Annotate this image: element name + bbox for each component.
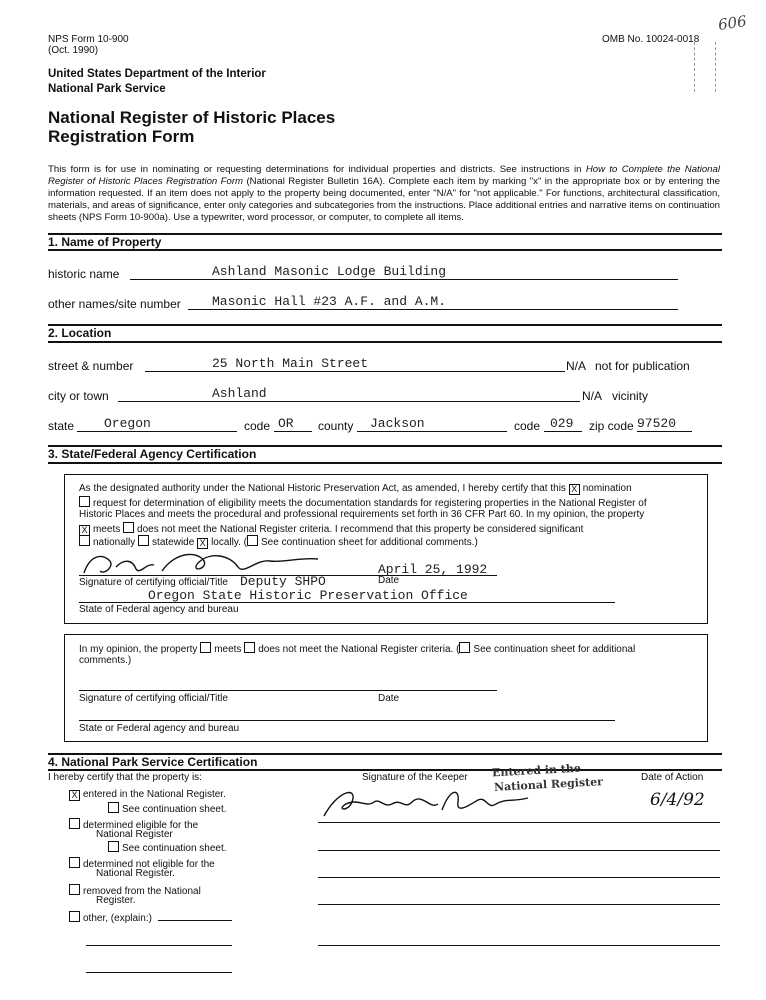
locally-checkbox[interactable]: X <box>197 538 208 549</box>
opinion-signature-line <box>79 690 497 691</box>
handwritten-number: 606 <box>716 12 748 34</box>
option-not-eligible: determined not eligible for the <box>69 857 215 871</box>
register-stamp-line-1: Entered in the <box>491 761 582 780</box>
cert-text-line-2: request for determination of eligibility meets the documentation standards for registering properties in the National Register of <box>79 496 647 510</box>
date-label: Date <box>378 575 400 586</box>
other-explain-line <box>158 920 232 921</box>
street-line <box>145 371 565 372</box>
agency-label: State of Federal agency and bureau <box>79 604 239 615</box>
opinion-meets-checkbox[interactable] <box>200 642 211 653</box>
county-line <box>357 431 507 432</box>
intro-paragraph: This form is for use in nominating or requesting determinations for individual properties and districts. See instructions in How to Complete the National Register of Historic Places Registration Form (National Register Bulletin 16A). Complete each item by marking "x" in the appropriate box or by entering the information requested. If an item does not apply to the property being documented, enter "N/A" for "not applicable." For functions, architectural classification, materials, and areas of significance, enter only categories and subcategories from the instructions. Place additional entries and narrative items on continuation sheets (NPS Form 10-900a). Use a typewriter, word processor, or computer, to complete all items. <box>48 164 720 223</box>
cert-text-line-4: X meets does not meet the National Register criteria. I recommend that this property be considered significant <box>79 522 583 536</box>
divider <box>48 249 722 251</box>
zip-line <box>637 431 692 432</box>
option-other: other, (explain:) <box>69 911 152 925</box>
option-removed-line-2: Register. <box>96 895 136 906</box>
page-subtitle: Registration Form <box>48 127 195 146</box>
code-label: code <box>244 419 271 433</box>
other-explain-line-3 <box>86 972 232 973</box>
eligible-continuation-checkbox[interactable] <box>108 841 119 852</box>
keeper-line-3 <box>318 877 720 878</box>
continuation-checkbox[interactable] <box>247 535 258 546</box>
keeper-line-4 <box>318 904 720 905</box>
vicinity-label: vicinity <box>612 389 649 403</box>
state-line <box>77 431 237 432</box>
opinion-continuation-checkbox[interactable] <box>459 642 470 653</box>
page-title: National Register of Historic Places <box>48 108 336 127</box>
divider <box>48 769 722 771</box>
register-stamp-line-2: National Register <box>493 775 604 794</box>
form-date: (Oct. 1990) <box>48 45 99 56</box>
section-3-heading: 3. State/Federal Agency Certification <box>48 447 257 461</box>
cert-text-line-1: As the designated authority under the National Historic Preservation Act, as amended, I hereby certify that this X nomination <box>79 483 632 494</box>
cert-date-value[interactable]: April 25, 1992 <box>378 562 488 577</box>
opinion-comments: comments.) <box>79 655 132 666</box>
opinion-date-label: Date <box>378 693 400 704</box>
cert-text-line-3: Historic Places and meets the procedural and professional requirements set forth in 36 CFR Part 60. In my opinion, the property <box>79 509 645 520</box>
zip-value[interactable]: 97520 <box>637 416 677 431</box>
not-eligible-checkbox[interactable] <box>69 857 80 868</box>
county-label: county <box>318 419 354 433</box>
county-code-label: code <box>514 419 541 433</box>
zip-label: zip code <box>589 419 634 433</box>
keeper-label: Signature of the Keeper <box>362 772 468 783</box>
keeper-line-2 <box>318 850 720 851</box>
historic-name-label: historic name <box>48 267 120 281</box>
keeper-line-1 <box>318 822 720 823</box>
divider <box>48 324 722 326</box>
agency-line-1: United States Department of the Interior <box>48 68 266 80</box>
form-number: NPS Form 10-900 <box>48 34 129 45</box>
option-not-eligible-line-2: National Register. <box>96 868 175 879</box>
signature-label: Signature of certifying official/Title <box>79 577 228 588</box>
vicinity-mark[interactable]: N/A <box>582 389 603 403</box>
nationally-checkbox[interactable] <box>79 535 90 546</box>
option-eligible-continuation: See continuation sheet. <box>108 841 227 855</box>
does-not-meet-checkbox[interactable] <box>123 522 134 533</box>
city-value[interactable]: Ashland <box>212 386 267 401</box>
keeper-line-5 <box>318 945 720 946</box>
other-names-label: other names/site number <box>48 297 181 311</box>
option-eligible: determined eligible for the <box>69 818 198 832</box>
city-line <box>118 401 580 402</box>
scan-mark <box>694 42 716 92</box>
entered-continuation-checkbox[interactable] <box>108 802 119 813</box>
state-value[interactable]: Oregon <box>104 416 151 431</box>
agency-line <box>79 602 615 603</box>
action-date-value[interactable]: 6/4/92 <box>650 790 705 810</box>
code-line <box>274 431 312 432</box>
other-checkbox[interactable] <box>69 911 80 922</box>
opinion-agency-label: State or Federal agency and bureau <box>79 723 240 734</box>
opinion-agency-line <box>79 720 615 721</box>
eligible-checkbox[interactable] <box>69 818 80 829</box>
historic-name-line <box>130 279 678 280</box>
removed-checkbox[interactable] <box>69 884 80 895</box>
county-code-value[interactable]: 029 <box>550 416 574 431</box>
meets-checkbox[interactable]: X <box>79 525 90 536</box>
option-removed: removed from the National <box>69 884 201 898</box>
cert-text-line-5: nationally statewide X locally. ( See continuation sheet for additional comments.) <box>79 535 478 549</box>
county-value[interactable]: Jackson <box>370 416 425 431</box>
keeper-signature <box>318 780 538 824</box>
option-entered-continuation: See continuation sheet. <box>108 802 227 816</box>
signature-title-value[interactable]: Deputy SHPO <box>240 574 326 589</box>
action-date-label: Date of Action <box>641 772 704 783</box>
opinion-signature-label: Signature of certifying official/Title <box>79 693 228 704</box>
not-for-publication-mark[interactable]: N/A <box>566 359 587 373</box>
statewide-checkbox[interactable] <box>138 535 149 546</box>
street-value[interactable]: 25 North Main Street <box>212 356 369 371</box>
divider <box>48 462 722 464</box>
code-value[interactable]: OR <box>278 416 294 431</box>
agency-line-2: National Park Service <box>48 83 166 95</box>
nomination-checkbox[interactable]: X <box>569 484 580 495</box>
section-1-heading: 1. Name of Property <box>48 235 162 249</box>
other-names-line <box>188 309 678 310</box>
option-eligible-line-2: National Register <box>96 829 173 840</box>
request-checkbox[interactable] <box>79 496 90 507</box>
divider <box>48 341 722 343</box>
entered-checkbox[interactable]: X <box>69 790 80 801</box>
historic-name-value[interactable]: Ashland Masonic Lodge Building <box>212 264 447 279</box>
section-4-heading: 4. National Park Service Certification <box>48 755 258 769</box>
county-code-line <box>544 431 582 432</box>
certify-text: I hereby certify that the property is: <box>48 772 202 783</box>
other-explain-line-2 <box>86 945 232 946</box>
other-names-value[interactable]: Masonic Hall #23 A.F. and A.M. <box>212 294 447 309</box>
section-2-heading: 2. Location <box>48 326 112 340</box>
street-label: street & number <box>48 359 134 373</box>
omb-number: OMB No. 10024-0018 <box>602 34 700 45</box>
agency-value[interactable]: Oregon State Historic Preservation Office <box>148 588 468 603</box>
city-label: city or town <box>48 389 109 403</box>
option-entered: X entered in the National Register. <box>69 789 226 801</box>
opinion-does-not-meet-checkbox[interactable] <box>244 642 255 653</box>
state-label: state <box>48 419 75 433</box>
not-for-publication-label: not for publication <box>595 359 690 373</box>
opinion-text: In my opinion, the property meets does not meet the National Register criteria. ( See continuation sheet for additional <box>79 644 636 655</box>
